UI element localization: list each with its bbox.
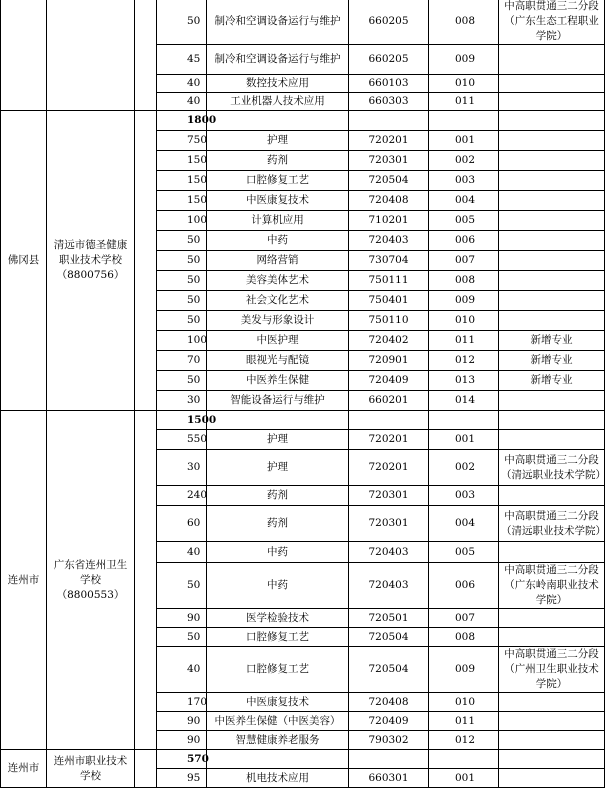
seq-cell: 008 <box>429 0 499 45</box>
quota-cell: 50 <box>157 231 207 251</box>
seq-cell: 002 <box>429 450 499 486</box>
major-cell: 网络营销 <box>207 251 349 271</box>
major-cell: 中药 <box>207 542 349 563</box>
empty-cell <box>429 750 499 769</box>
total-quota: 570 <box>157 750 207 769</box>
major-code-cell: 790302 <box>349 731 429 750</box>
seq-cell: 002 <box>429 151 499 171</box>
blank-cell <box>135 750 157 788</box>
region-cell: 连州市 <box>1 411 47 750</box>
major-cell: 中医养生保健 <box>207 371 349 391</box>
note-cell <box>499 151 605 171</box>
major-code-cell: 660201 <box>349 391 429 411</box>
major-code-cell: 720201 <box>349 450 429 486</box>
major-code-cell: 750111 <box>349 271 429 291</box>
note-cell <box>499 251 605 271</box>
major-code-cell: 720301 <box>349 151 429 171</box>
seq-cell: 011 <box>429 331 499 351</box>
note-cell <box>499 191 605 211</box>
note-cell: 中高职贯通三二分段（广东岭南职业技术学院） <box>499 563 605 609</box>
quota-cell: 30 <box>157 391 207 411</box>
major-cell: 计算机应用 <box>207 211 349 231</box>
note-cell <box>499 628 605 647</box>
major-code-cell: 720301 <box>349 506 429 542</box>
major-code-cell: 720402 <box>349 331 429 351</box>
quota-cell: 50 <box>157 371 207 391</box>
note-cell <box>499 171 605 191</box>
seq-cell: 008 <box>429 271 499 291</box>
major-cell: 护理 <box>207 430 349 450</box>
major-code-cell: 750401 <box>349 291 429 311</box>
school-cell <box>47 0 135 111</box>
major-code-cell: 720409 <box>349 371 429 391</box>
school-cell: 连州市职业技术学校 <box>47 750 135 788</box>
major-cell: 工业机器人技术应用 <box>207 93 349 111</box>
note-cell: 新增专业 <box>499 371 605 391</box>
note-cell: 中高职贯通三二分段（清远职业技术学院） <box>499 506 605 542</box>
note-cell <box>499 131 605 151</box>
empty-cell <box>429 411 499 430</box>
quota-cell: 95 <box>157 769 207 788</box>
seq-cell: 003 <box>429 486 499 506</box>
major-cell: 数控技术应用 <box>207 75 349 93</box>
empty-cell <box>349 750 429 769</box>
major-cell: 护理 <box>207 450 349 486</box>
school-cell: 清远市德圣健康职业技术学校（8800756） <box>47 111 135 411</box>
major-code-cell: 720403 <box>349 542 429 563</box>
empty-cell <box>499 411 605 430</box>
note-cell <box>499 609 605 628</box>
major-code-cell: 720301 <box>349 486 429 506</box>
note-cell: 中高职贯通三二分段（广州卫生职业技术学院） <box>499 647 605 693</box>
quota-cell: 90 <box>157 731 207 750</box>
major-code-cell: 660205 <box>349 45 429 75</box>
blank-cell <box>135 411 157 750</box>
empty-cell <box>349 411 429 430</box>
school-cell: 广东省连州卫生学校（8800553） <box>47 411 135 750</box>
seq-cell: 001 <box>429 131 499 151</box>
major-code-cell: 720501 <box>349 609 429 628</box>
quota-cell: 50 <box>157 311 207 331</box>
major-cell: 中医养生保健（中医美容） <box>207 712 349 731</box>
quota-cell: 40 <box>157 542 207 563</box>
seq-cell: 007 <box>429 251 499 271</box>
major-cell: 智能设备运行与维护 <box>207 391 349 411</box>
major-code-cell: 720408 <box>349 191 429 211</box>
major-cell: 眼视光与配镜 <box>207 351 349 371</box>
note-cell: 新增专业 <box>499 351 605 371</box>
major-cell: 中药 <box>207 231 349 251</box>
quota-cell: 50 <box>157 0 207 45</box>
seq-cell: 012 <box>429 731 499 750</box>
major-code-cell: 660303 <box>349 93 429 111</box>
seq-cell: 006 <box>429 563 499 609</box>
seq-cell: 006 <box>429 231 499 251</box>
major-cell: 药剂 <box>207 486 349 506</box>
seq-cell: 009 <box>429 647 499 693</box>
note-cell <box>499 712 605 731</box>
major-code-cell: 720408 <box>349 693 429 712</box>
seq-cell: 001 <box>429 769 499 788</box>
quota-cell: 100 <box>157 331 207 351</box>
note-cell <box>499 311 605 331</box>
quota-cell: 50 <box>157 291 207 311</box>
note-cell <box>499 231 605 251</box>
total-quota: 1800 <box>157 111 207 131</box>
note-cell: 中高职贯通三二分段（广东生态工程职业学院） <box>499 0 605 45</box>
seq-cell: 010 <box>429 311 499 331</box>
quota-cell: 40 <box>157 93 207 111</box>
empty-cell <box>207 411 349 430</box>
major-code-cell: 720403 <box>349 231 429 251</box>
major-cell: 中医康复技术 <box>207 191 349 211</box>
blank-cell <box>135 0 157 111</box>
note-cell <box>499 693 605 712</box>
seq-cell: 010 <box>429 693 499 712</box>
major-code-cell: 720403 <box>349 563 429 609</box>
region-cell: 连州市 <box>1 750 47 788</box>
major-code-cell: 720504 <box>349 628 429 647</box>
quota-cell: 150 <box>157 191 207 211</box>
major-cell: 口腔修复工艺 <box>207 628 349 647</box>
major-cell: 制冷和空调设备运行与维护 <box>207 0 349 45</box>
seq-cell: 005 <box>429 211 499 231</box>
note-cell: 中高职贯通三二分段（清远职业技术学院） <box>499 450 605 486</box>
seq-cell: 010 <box>429 75 499 93</box>
note-cell <box>499 430 605 450</box>
table-body <box>1 0 605 788</box>
major-cell: 社会文化艺术 <box>207 291 349 311</box>
major-cell: 口腔修复工艺 <box>207 171 349 191</box>
quota-cell: 240 <box>157 486 207 506</box>
major-code-cell: 720901 <box>349 351 429 371</box>
quota-cell: 30 <box>157 450 207 486</box>
table-row <box>1 0 605 45</box>
note-cell <box>499 486 605 506</box>
quota-cell: 100 <box>157 211 207 231</box>
major-code-cell: 660301 <box>349 769 429 788</box>
quota-cell: 50 <box>157 271 207 291</box>
note-cell <box>499 731 605 750</box>
quota-cell: 90 <box>157 609 207 628</box>
major-code-cell: 720504 <box>349 647 429 693</box>
empty-cell <box>499 750 605 769</box>
seq-cell: 012 <box>429 351 499 371</box>
quota-cell: 50 <box>157 563 207 609</box>
seq-cell: 007 <box>429 609 499 628</box>
quota-cell: 70 <box>157 351 207 371</box>
empty-cell <box>499 111 605 131</box>
major-code-cell: 660103 <box>349 75 429 93</box>
seq-cell: 005 <box>429 542 499 563</box>
quota-cell: 50 <box>157 628 207 647</box>
quota-cell: 60 <box>157 506 207 542</box>
major-cell: 中医护理 <box>207 331 349 351</box>
major-cell: 机电技术应用 <box>207 769 349 788</box>
note-cell <box>499 271 605 291</box>
major-cell: 口腔修复工艺 <box>207 647 349 693</box>
major-code-cell: 720504 <box>349 171 429 191</box>
major-cell: 护理 <box>207 131 349 151</box>
quota-cell: 150 <box>157 171 207 191</box>
major-code-cell: 720201 <box>349 430 429 450</box>
quota-cell: 40 <box>157 647 207 693</box>
empty-cell <box>429 111 499 131</box>
seq-cell: 013 <box>429 371 499 391</box>
seq-cell: 011 <box>429 712 499 731</box>
major-code-cell: 660205 <box>349 0 429 45</box>
major-cell: 美容美体艺术 <box>207 271 349 291</box>
total-quota: 1500 <box>157 411 207 430</box>
note-cell <box>499 93 605 111</box>
major-cell: 中药 <box>207 563 349 609</box>
note-cell <box>499 211 605 231</box>
note-cell <box>499 542 605 563</box>
quota-cell: 750 <box>157 131 207 151</box>
note-cell <box>499 75 605 93</box>
empty-cell <box>349 111 429 131</box>
quota-cell: 45 <box>157 45 207 75</box>
note-cell <box>499 391 605 411</box>
note-cell <box>499 45 605 75</box>
note-cell: 新增专业 <box>499 331 605 351</box>
total-row <box>1 750 605 769</box>
note-cell <box>499 769 605 788</box>
major-cell: 美发与形象设计 <box>207 311 349 331</box>
quota-cell: 90 <box>157 712 207 731</box>
major-code-cell: 720409 <box>349 712 429 731</box>
quota-cell: 150 <box>157 151 207 171</box>
seq-cell: 004 <box>429 506 499 542</box>
major-cell: 药剂 <box>207 506 349 542</box>
major-cell: 医学检验技术 <box>207 609 349 628</box>
seq-cell: 014 <box>429 391 499 411</box>
quota-cell: 170 <box>157 693 207 712</box>
empty-cell <box>207 111 349 131</box>
major-code-cell: 720201 <box>349 131 429 151</box>
blank-cell <box>135 111 157 411</box>
seq-cell: 009 <box>429 291 499 311</box>
total-row <box>1 111 605 131</box>
seq-cell: 004 <box>429 191 499 211</box>
seq-cell: 011 <box>429 93 499 111</box>
major-code-cell: 710201 <box>349 211 429 231</box>
quota-cell: 40 <box>157 75 207 93</box>
region-cell: 佛冈县 <box>1 111 47 411</box>
note-cell <box>499 291 605 311</box>
major-code-cell: 730704 <box>349 251 429 271</box>
region-cell <box>1 0 47 111</box>
seq-cell: 001 <box>429 430 499 450</box>
seq-cell: 009 <box>429 45 499 75</box>
major-cell: 智慧健康养老服务 <box>207 731 349 750</box>
major-cell: 制冷和空调设备运行与维护 <box>207 45 349 75</box>
total-row <box>1 411 605 430</box>
seq-cell: 008 <box>429 628 499 647</box>
quota-cell: 50 <box>157 251 207 271</box>
quota-cell: 550 <box>157 430 207 450</box>
empty-cell <box>207 750 349 769</box>
major-cell: 中医康复技术 <box>207 693 349 712</box>
major-code-cell: 750110 <box>349 311 429 331</box>
seq-cell: 003 <box>429 171 499 191</box>
major-cell: 药剂 <box>207 151 349 171</box>
